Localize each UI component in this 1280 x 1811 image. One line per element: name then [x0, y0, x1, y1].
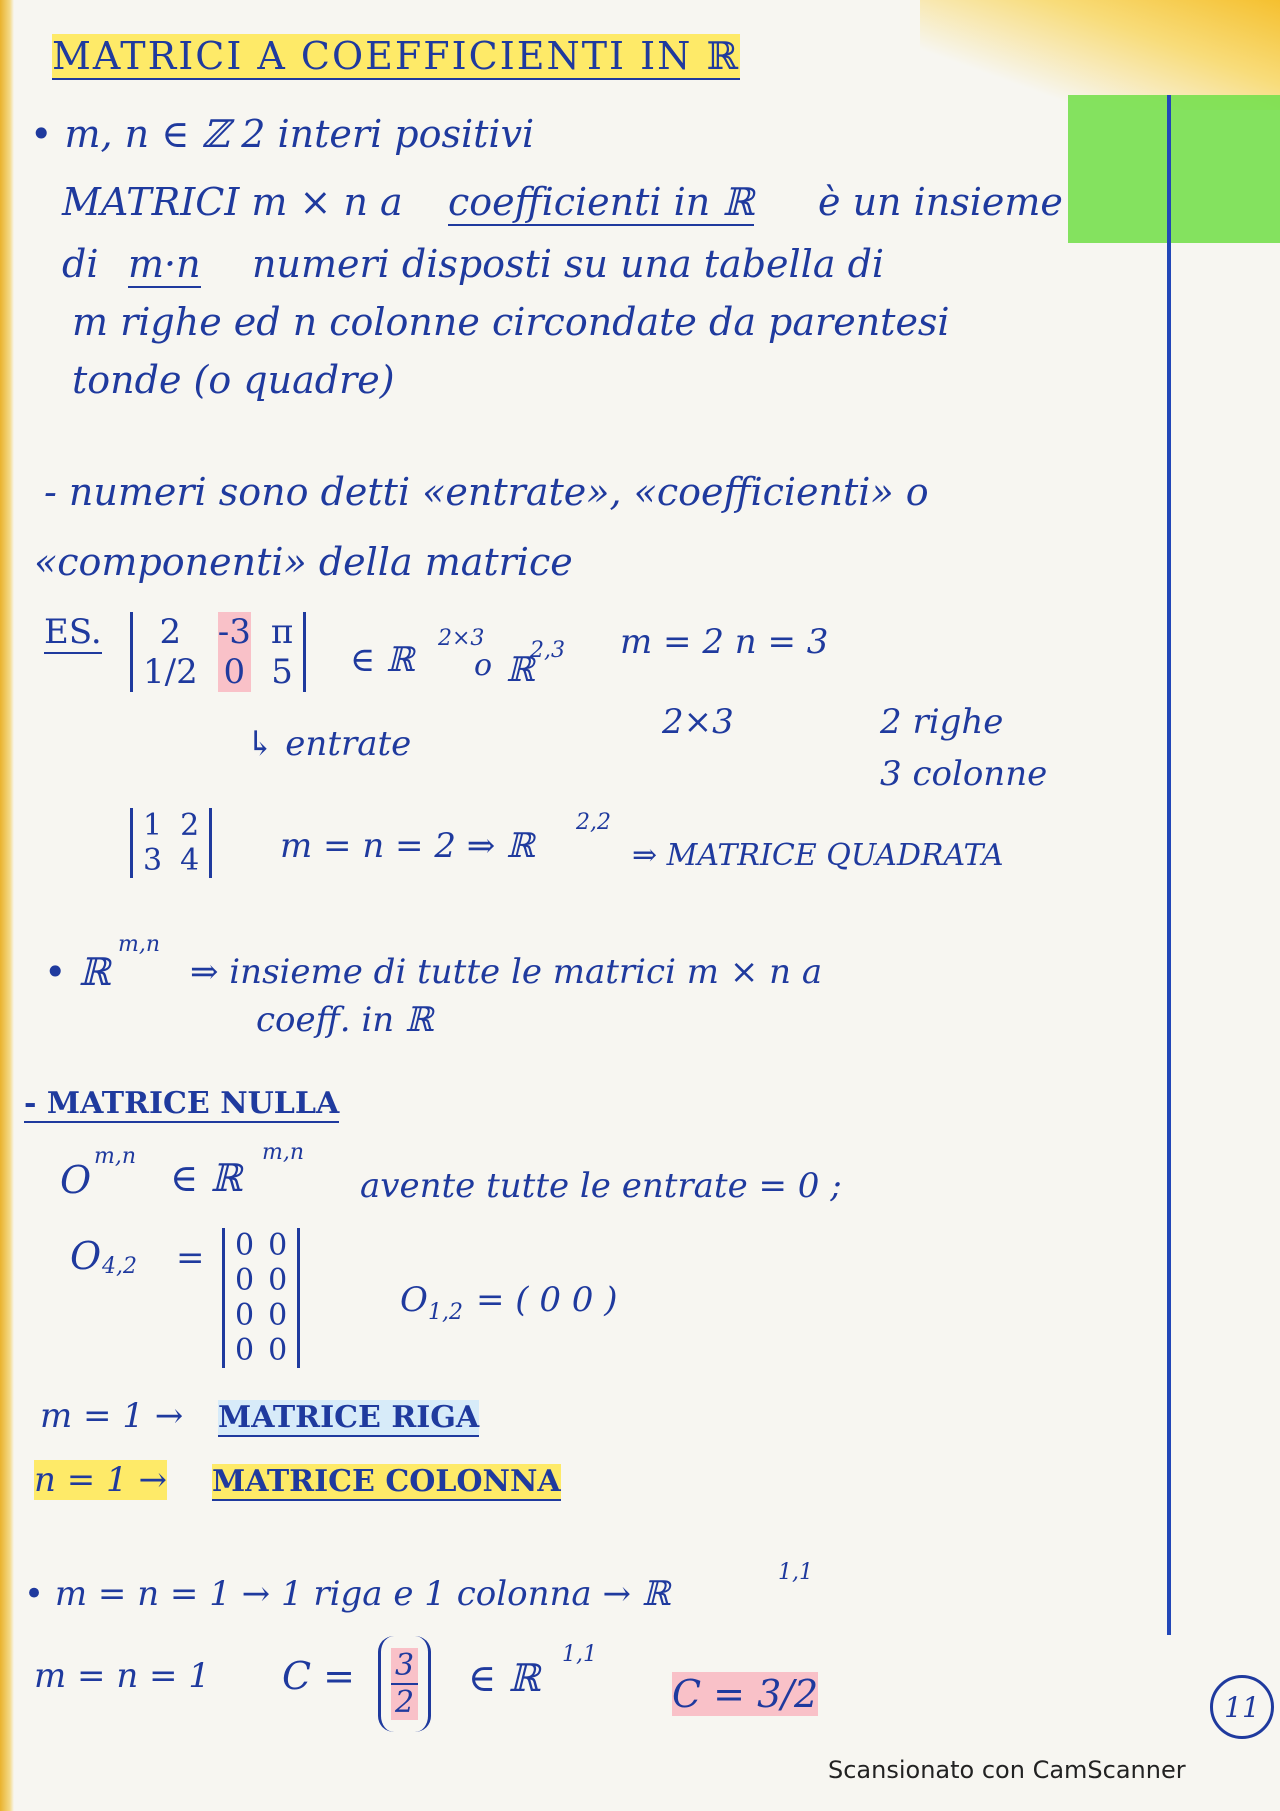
example-matrix [130, 612, 306, 692]
zero-matrix-cell: 0 [268, 1228, 288, 1263]
example-sup-1: 2×3 [438, 626, 485, 651]
set-r: • ℝ [44, 950, 111, 994]
o42-sub: 4,2 [102, 1254, 137, 1279]
square-text: m = n = 2 ⇒ ℝ [280, 826, 535, 866]
page-number: 11 [1210, 1675, 1274, 1739]
intro-line-1: • m, n ∈ ℤ 2 interi positivi [30, 112, 535, 156]
example-matrix-cell: 5 [271, 652, 293, 692]
example-rows-label: 2 righe [880, 702, 1004, 742]
o12-sub: 1,2 [428, 1300, 463, 1325]
intro-line-3b: m·n [128, 242, 201, 286]
square-matrix-cell: 2 [180, 808, 200, 843]
scalar-sup-2: 1,1 [562, 1642, 597, 1667]
entries-line-1: - numeri sono detti «entrate», «coefficienti» o [44, 470, 929, 514]
set-text-1: ⇒ insieme di tutte le matrici m × n a [190, 952, 823, 992]
corner-shadow [920, 0, 1280, 110]
example-dims: m = 2 n = 3 [620, 622, 829, 662]
example-matrix-cell: 2 [159, 612, 182, 652]
square-matrix-cell: 3 [143, 843, 163, 878]
null-heading: - MATRICE NULLA [24, 1086, 340, 1121]
zero-matrix [222, 1228, 300, 1368]
null-in-r: ∈ ℝ [170, 1156, 242, 1200]
zero-matrix-cell: 0 [235, 1333, 255, 1368]
example-membership: ∈ ℝ [350, 640, 415, 680]
scalar-matrix [378, 1636, 431, 1732]
null-r-sup: m,n [262, 1140, 305, 1165]
example-r2: ℝ [506, 650, 535, 690]
zero-matrix-cell: 0 [268, 1333, 288, 1368]
example-cols-label: 3 colonne [880, 754, 1048, 794]
scalar-in-r: ∈ ℝ [468, 1656, 540, 1700]
null-desc: avente tutte le entrate = 0 ; [360, 1166, 842, 1206]
o12-label: O [400, 1280, 428, 1320]
left-edge [0, 0, 14, 1811]
zero-matrix-cell: 0 [235, 1298, 255, 1333]
set-text-2: coeff. in ℝ [256, 1000, 434, 1040]
n1-label: n = 1 → [34, 1460, 167, 1500]
square-result: ⇒ MATRICE QUADRATA [632, 838, 1004, 873]
scalar-line-1: • m = n = 1 → 1 riga e 1 colonna → ℝ [24, 1574, 670, 1614]
zero-matrix-cell: 0 [268, 1263, 288, 1298]
intro-line-3a: di [62, 242, 99, 286]
entries-line-2: «componenti» della matrice [34, 540, 573, 584]
zero-matrix-cell: 0 [268, 1298, 288, 1333]
frac-numerator: 3 [391, 1648, 418, 1685]
o42-eq: = [176, 1238, 205, 1278]
o12-val: = ( 0 0 ) [476, 1280, 618, 1320]
intro-line-4: m righe ed n colonne circondate da parentesi [72, 300, 950, 344]
definition-part-b: coefficienti in ℝ [448, 180, 754, 224]
square-sup: 2,2 [576, 810, 611, 835]
example-label: ES. [44, 612, 102, 652]
example-size: 2×3 [662, 702, 734, 742]
o42-label: O [70, 1234, 102, 1278]
scalar-sup-1: 1,1 [778, 1560, 813, 1585]
definition-part-a: MATRICI m × n a [62, 180, 403, 224]
intro-line-5: tonde (o quadre) [72, 358, 395, 402]
example-matrix-cell: 1/2 [143, 652, 198, 692]
example-matrix-cell: π [270, 612, 294, 652]
col-matrix-label: MATRICE COLONNA [212, 1464, 561, 1499]
zero-matrix-cell: 0 [235, 1228, 255, 1263]
definition-part-c: è un insieme [818, 180, 1063, 224]
page-title: MATRICI A COEFFICIENTI IN ℝ [52, 34, 741, 78]
square-matrix-cell: 4 [180, 843, 200, 878]
scalar-c-eq: C = [282, 1654, 355, 1698]
scalar-mn: m = n = 1 [34, 1656, 210, 1696]
square-matrix-cell: 1 [143, 808, 163, 843]
zero-matrix-cell: 0 [235, 1263, 255, 1298]
row-matrix-label: MATRICE RIGA [218, 1400, 480, 1435]
example-sup-2: 2,3 [530, 638, 565, 663]
intro-line-3c: numeri disposti su una tabella di [252, 242, 885, 286]
null-o: O [60, 1158, 92, 1202]
set-sup: m,n [118, 932, 161, 957]
example-entrate: ↳ entrate [246, 724, 412, 764]
m1-label: m = 1 → [40, 1396, 184, 1436]
margin-line [1167, 95, 1171, 1635]
scalar-c-val: C = 3/2 [672, 1672, 819, 1716]
green-sticky-tab [1068, 95, 1280, 243]
frac-denominator: 2 [391, 1685, 418, 1720]
example-or: o [474, 648, 493, 683]
square-matrix [130, 808, 212, 878]
camscanner-watermark: Scansionato con CamScanner [828, 1756, 1186, 1784]
example-matrix-cell: -3 [217, 612, 251, 652]
example-matrix-cell: 0 [218, 652, 251, 692]
null-o-sup: m,n [94, 1144, 137, 1169]
